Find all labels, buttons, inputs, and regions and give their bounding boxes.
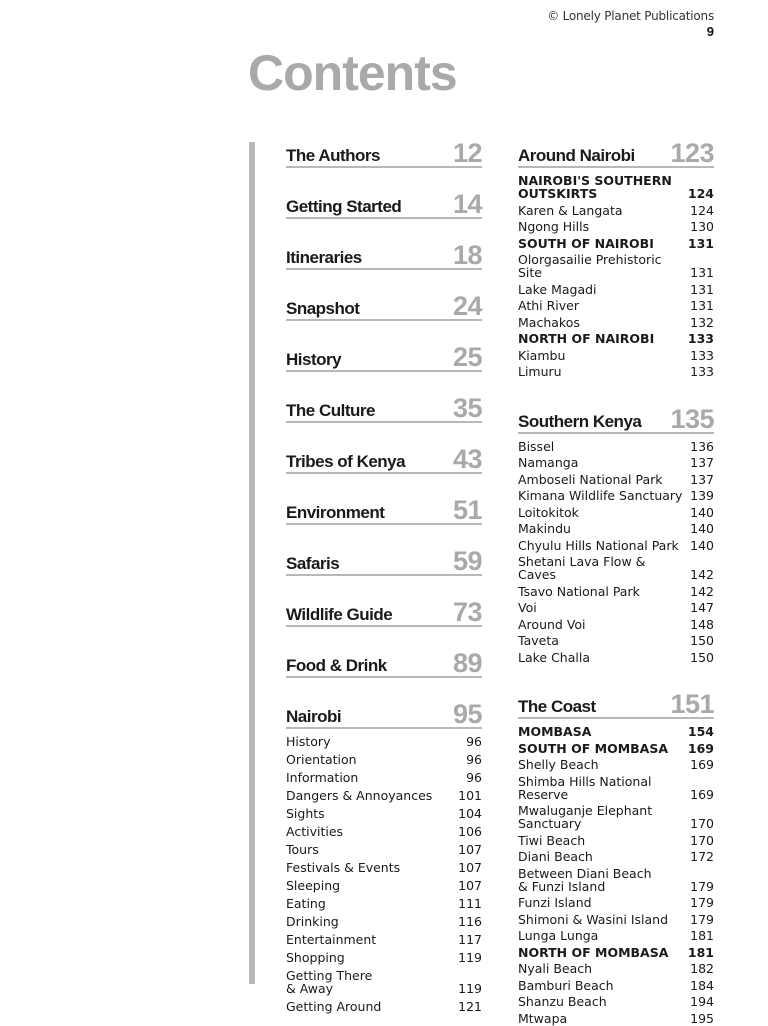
toc-subentry[interactable]: [518, 832, 714, 849]
subentry-page: 195: [688, 1012, 714, 1025]
subentry-title: Karen & Langata: [518, 204, 688, 217]
toc-subentry[interactable]: [518, 218, 714, 235]
subentry-title: Namanga: [518, 456, 688, 469]
subentry-title: Information: [286, 771, 456, 784]
chapter-list: [286, 140, 482, 678]
subentry-page: 131: [688, 266, 714, 279]
subentry-page: 147: [688, 601, 714, 614]
chapter-page: 135: [670, 406, 714, 432]
subentry-title-line: Getting There: [286, 969, 452, 982]
toc-subentry[interactable]: [286, 733, 482, 751]
chapter-entry-the-coast[interactable]: [518, 691, 714, 719]
chapter-page: 59: [453, 548, 482, 574]
subentry-title: Ngong Hills: [518, 220, 688, 233]
subentry-page: 182: [688, 962, 714, 975]
toc-subentry[interactable]: [518, 537, 714, 554]
subentry-page: 137: [688, 473, 714, 486]
subentry-title-line: Reserve: [518, 788, 684, 801]
subentry-page: 106: [456, 825, 482, 838]
chapter-entry[interactable]: [286, 599, 482, 627]
chapter-page: 89: [453, 650, 482, 676]
chapter-page: 24: [453, 293, 482, 319]
subentry-title: Shetani Lava Flow & Caves: [518, 555, 688, 581]
chapter-page: 12: [453, 140, 482, 166]
subentry-page: 121: [456, 1000, 482, 1013]
chapter-title: The Authors: [286, 147, 380, 166]
subentry-title: Bissel: [518, 440, 688, 453]
toc-subentry[interactable]: [518, 235, 714, 252]
subentry-title: Chyulu Hills National Park: [518, 539, 688, 552]
page-number: 9: [707, 24, 714, 39]
decorative-vertical-bar: [249, 142, 255, 984]
subentry-page: 139: [688, 489, 714, 502]
toc-subentry[interactable]: [518, 848, 714, 865]
subentry-title-line: Sanctuary: [518, 817, 684, 830]
subentry-title: MOMBASA: [518, 725, 688, 738]
toc-subentry[interactable]: [518, 471, 714, 488]
toc-subentry[interactable]: [518, 911, 714, 928]
subentry-title: [518, 253, 688, 279]
subentry-title: [518, 775, 688, 801]
toc-subentry[interactable]: [518, 865, 714, 895]
toc-subentry[interactable]: [286, 769, 482, 787]
subentry-page: 107: [456, 861, 482, 874]
subentry-page: 140: [688, 522, 714, 535]
subentry-title: Entertainment: [286, 933, 456, 946]
chapter-title: Environment: [286, 504, 384, 523]
chapter-page: 35: [453, 395, 482, 421]
subentry-title-line: Between Diani Beach: [518, 867, 684, 880]
subentry-page: 119: [456, 982, 482, 995]
subentry-page: 119: [456, 951, 482, 964]
subentry-title: Mtwapa: [518, 1012, 688, 1025]
subentry-title: Sights: [286, 807, 456, 820]
subentry-page: 131: [688, 299, 714, 312]
subentry-page: 116: [456, 915, 482, 928]
toc-subentry[interactable]: [518, 251, 714, 281]
toc-subentry[interactable]: [286, 823, 482, 841]
subentry-page: 148: [688, 618, 714, 631]
subentry-title: Loitokitok: [518, 506, 688, 519]
subentry-page: 130: [688, 220, 714, 233]
toc-subentry[interactable]: [518, 281, 714, 298]
subentry-page: 150: [688, 651, 714, 664]
subentry-page: 184: [688, 979, 714, 992]
southern-kenya-subsections: [518, 438, 714, 666]
chapter-entry-nairobi[interactable]: [286, 701, 482, 729]
subentry-title: Shanzu Beach: [518, 995, 688, 1008]
toc-subentry[interactable]: [286, 859, 482, 877]
toc-subentry[interactable]: [518, 993, 714, 1010]
subentry-page: 142: [688, 568, 714, 581]
subentry-title: Amboseli National Park: [518, 473, 688, 486]
toc-subentry[interactable]: [518, 363, 714, 380]
subentry-page: 133: [688, 365, 714, 378]
subentry-page: 111: [456, 897, 482, 910]
subentry-title: Funzi Island: [518, 896, 688, 909]
subentry-page: 107: [456, 843, 482, 856]
chapter-entry[interactable]: [286, 446, 482, 474]
chapter-title: Southern Kenya: [518, 413, 641, 432]
toc-subentry[interactable]: [518, 553, 714, 583]
chapter-entry[interactable]: [286, 497, 482, 525]
subentry-page: 179: [688, 896, 714, 909]
the-coast-subsections: [518, 723, 714, 1026]
toc-subentry[interactable]: [286, 751, 482, 769]
subentry-page: 124: [688, 204, 714, 217]
subentry-page: 136: [688, 440, 714, 453]
subentry-title: Taveta: [518, 634, 688, 647]
toc-subentry[interactable]: [518, 520, 714, 537]
subentry-title: Lunga Lunga: [518, 929, 688, 942]
subentry-title: Shopping: [286, 951, 456, 964]
subentry-title-line: Shimba Hills National: [518, 775, 684, 788]
chapter-title: Food & Drink: [286, 657, 387, 676]
subentry-page: 124: [688, 187, 714, 200]
subentry-page: 131: [688, 283, 714, 296]
subentry-title: Voi: [518, 601, 688, 614]
toc-subentry[interactable]: [286, 931, 482, 949]
chapter-page: 14: [453, 191, 482, 217]
subentry-title: Tiwi Beach: [518, 834, 688, 847]
toc-subentry[interactable]: [518, 314, 714, 331]
toc-subentry[interactable]: [518, 894, 714, 911]
subentry-title: History: [286, 735, 456, 748]
subentry-title: Tsavo National Park: [518, 585, 688, 598]
subentry-title: Makindu: [518, 522, 688, 535]
toc-subentry[interactable]: [518, 802, 714, 832]
nairobi-subsections: [286, 733, 482, 1016]
subentry-title: Limuru: [518, 365, 688, 378]
subentry-title: [286, 969, 456, 995]
subentry-page: 170: [688, 834, 714, 847]
copyright-notice: © Lonely Planet Publications: [547, 9, 714, 23]
subentry-title: SOUTH OF NAIROBI: [518, 237, 688, 250]
subentry-page: 142: [688, 585, 714, 598]
subentry-page: 96: [456, 735, 482, 748]
subentry-title-line: & Away: [286, 982, 452, 995]
subentry-title: Diani Beach: [518, 850, 688, 863]
chapter-page: 25: [453, 344, 482, 370]
chapter-page: 18: [453, 242, 482, 268]
toc-subentry[interactable]: [518, 649, 714, 666]
toc-subentry[interactable]: [518, 583, 714, 600]
subentry-title: Lake Magadi: [518, 283, 688, 296]
subentry-title: Kiambu: [518, 349, 688, 362]
toc-subentry[interactable]: [286, 967, 482, 998]
chapter-title: Nairobi: [286, 708, 341, 727]
subentry-title-line: Olorgasailie Prehistoric: [518, 253, 684, 266]
toc-subentry[interactable]: [518, 773, 714, 803]
toc-subentry[interactable]: [518, 632, 714, 649]
subentry-title: Kimana Wildlife Sanctuary: [518, 489, 688, 502]
subentry-title: Sleeping: [286, 879, 456, 892]
subentry-title: [518, 174, 688, 200]
chapter-entry[interactable]: [286, 548, 482, 576]
chapter-title: The Coast: [518, 698, 596, 717]
subentry-title-line: Mwaluganje Elephant: [518, 804, 684, 817]
toc-subentry[interactable]: [518, 616, 714, 633]
subentry-page: 154: [688, 725, 714, 738]
subentry-title: Lake Challa: [518, 651, 688, 664]
subentry-page: 101: [456, 789, 482, 802]
chapter-title: Wildlife Guide: [286, 606, 392, 625]
subentry-page: 169: [688, 758, 714, 771]
chapter-entry[interactable]: [286, 242, 482, 270]
subentry-title: Activities: [286, 825, 456, 838]
subentry-title: [518, 867, 688, 893]
toc-subentry[interactable]: [518, 977, 714, 994]
subentry-title: NORTH OF MOMBASA: [518, 946, 688, 959]
subentry-title: Nyali Beach: [518, 962, 688, 975]
subentry-title: Dangers & Annoyances: [286, 789, 456, 802]
subentry-title: Getting Around: [286, 1000, 456, 1013]
chapter-page: 151: [670, 691, 714, 717]
subentry-page: 104: [456, 807, 482, 820]
toc-subentry[interactable]: [286, 949, 482, 967]
chapter-entry[interactable]: [286, 395, 482, 423]
subentry-page: 137: [688, 456, 714, 469]
subentry-page: 117: [456, 933, 482, 946]
toc-subentry[interactable]: [518, 454, 714, 471]
subentry-title: SOUTH OF MOMBASA: [518, 742, 688, 755]
chapter-entry[interactable]: [286, 191, 482, 219]
chapter-entry[interactable]: [286, 344, 482, 372]
subentry-page: 179: [688, 913, 714, 926]
toc-subentry[interactable]: [518, 756, 714, 773]
subentry-page: 131: [688, 237, 714, 250]
subentry-title-line: & Funzi Island: [518, 880, 684, 893]
toc-left-column: [286, 140, 482, 1016]
chapter-entry-southern-kenya[interactable]: [518, 406, 714, 434]
toc-subentry[interactable]: [518, 944, 714, 961]
chapter-page: 123: [670, 140, 714, 166]
toc-subentry[interactable]: [286, 787, 482, 805]
chapter-page: 73: [453, 599, 482, 625]
chapter-title: Snapshot: [286, 300, 359, 319]
subentry-page: 133: [688, 349, 714, 362]
subentry-page: 172: [688, 850, 714, 863]
chapter-title: Getting Started: [286, 198, 401, 217]
subentry-page: 169: [688, 788, 714, 801]
toc-subentry[interactable]: [518, 599, 714, 616]
subentry-page: 140: [688, 539, 714, 552]
chapter-entry-around-nairobi[interactable]: [518, 140, 714, 168]
subentry-title: Shelly Beach: [518, 758, 688, 771]
subentry-page: 179: [688, 880, 714, 893]
toc-right-column: [518, 140, 714, 1026]
chapter-title: Itineraries: [286, 249, 362, 268]
chapter-entry[interactable]: [286, 650, 482, 678]
toc-subentry[interactable]: [518, 172, 714, 202]
subentry-title-line: Site: [518, 266, 684, 279]
subentry-title: Machakos: [518, 316, 688, 329]
subentry-page: 96: [456, 771, 482, 784]
toc-subentry[interactable]: [286, 841, 482, 859]
subentry-title: Orientation: [286, 753, 456, 766]
chapter-title: Safaris: [286, 555, 339, 574]
toc-subentry[interactable]: [286, 913, 482, 931]
chapter-title: Tribes of Kenya: [286, 453, 405, 472]
chapter-entry[interactable]: [286, 293, 482, 321]
chapter-title: History: [286, 351, 341, 370]
toc-subentry[interactable]: [518, 202, 714, 219]
chapter-title: Around Nairobi: [518, 147, 635, 166]
toc-subentry[interactable]: [518, 330, 714, 347]
page-title: Contents: [248, 44, 457, 102]
toc-subentry[interactable]: [518, 504, 714, 521]
around-nairobi-subsections: [518, 172, 714, 380]
subentry-page: 132: [688, 316, 714, 329]
toc-subentry[interactable]: [518, 927, 714, 944]
subentry-page: 169: [688, 742, 714, 755]
subentry-page: 107: [456, 879, 482, 892]
toc-subentry[interactable]: [286, 998, 482, 1016]
chapter-entry[interactable]: [286, 140, 482, 168]
chapter-page: 51: [453, 497, 482, 523]
toc-subentry[interactable]: [518, 487, 714, 504]
toc-subentry[interactable]: [286, 877, 482, 895]
subentry-title-line: OUTSKIRTS: [518, 187, 684, 200]
subentry-title: Drinking: [286, 915, 456, 928]
toc-subentry[interactable]: [518, 347, 714, 364]
toc-subentry[interactable]: [286, 805, 482, 823]
subentry-page: 133: [688, 332, 714, 345]
subentry-page: 170: [688, 817, 714, 830]
subentry-title: Shimoni & Wasini Island: [518, 913, 688, 926]
subentry-page: 150: [688, 634, 714, 647]
toc-subentry[interactable]: [518, 740, 714, 757]
toc-subentry[interactable]: [286, 895, 482, 913]
subentry-title: Around Voi: [518, 618, 688, 631]
chapter-page: 43: [453, 446, 482, 472]
subentry-title: Eating: [286, 897, 456, 910]
subentry-page: 194: [688, 995, 714, 1008]
chapter-title: The Culture: [286, 402, 375, 421]
subentry-page: 96: [456, 753, 482, 766]
subentry-title: Athi River: [518, 299, 688, 312]
toc-subentry[interactable]: [518, 297, 714, 314]
toc-subentry[interactable]: [518, 960, 714, 977]
subentry-title: Bamburi Beach: [518, 979, 688, 992]
subentry-title-line: NAIROBI'S SOUTHERN: [518, 174, 684, 187]
chapter-page: 95: [453, 701, 482, 727]
toc-subentry[interactable]: [518, 438, 714, 455]
subentry-page: 181: [688, 946, 714, 959]
subentry-page: 140: [688, 506, 714, 519]
subentry-title: Festivals & Events: [286, 861, 456, 874]
subentry-title: Tours: [286, 843, 456, 856]
toc-subentry[interactable]: [518, 723, 714, 740]
subentry-page: 181: [688, 929, 714, 942]
subentry-title: NORTH OF NAIROBI: [518, 332, 688, 345]
subentry-title: [518, 804, 688, 830]
